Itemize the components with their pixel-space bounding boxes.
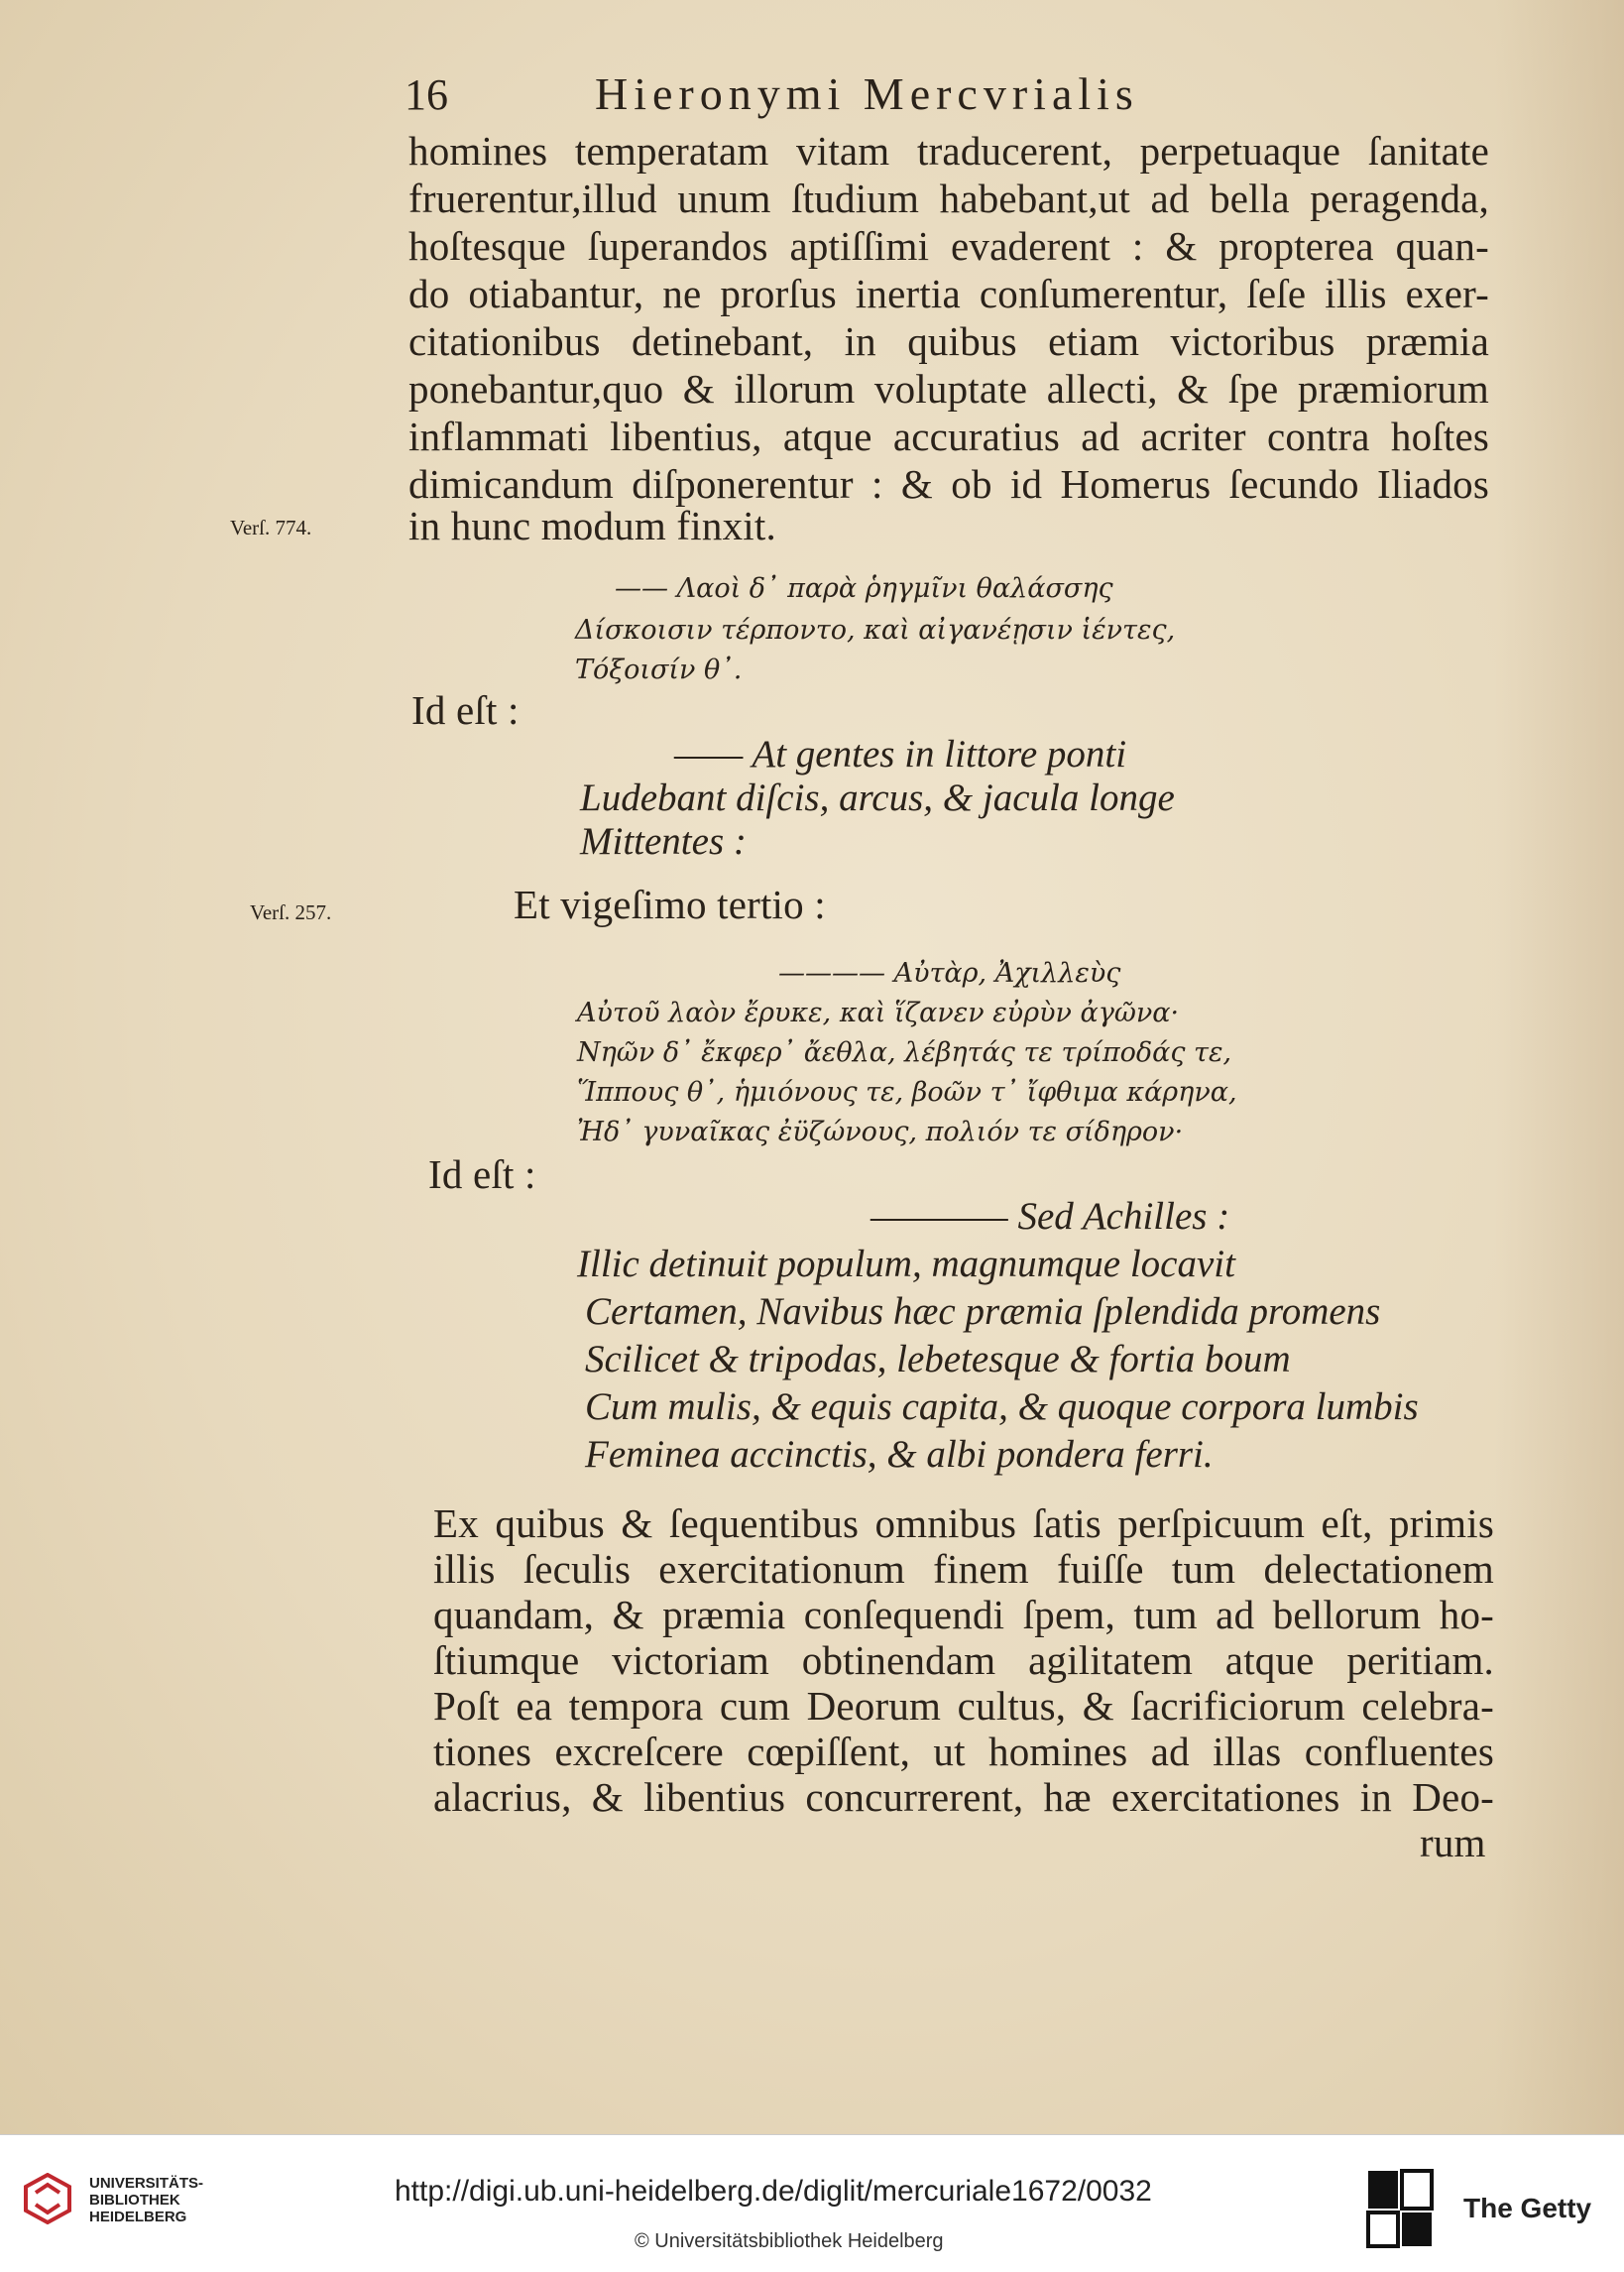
library-name-line: HEIDELBERG bbox=[89, 2209, 187, 2225]
margin-note: Verſ. 774. bbox=[230, 516, 312, 539]
page-edge-shading bbox=[1495, 0, 1624, 2134]
latin-verse: Certamen, Navibus hæc præmia ſplendida promens bbox=[585, 1290, 1381, 1333]
greek-verse: Ἵππους θ᾽, ἡμιόνους τε, βοῶν τ᾽ ἴφθιμα κάρηνα, bbox=[577, 1077, 1237, 1108]
getty-logo-icon bbox=[1366, 2169, 1436, 2248]
id-est-label: Id eſt : bbox=[428, 1151, 536, 1197]
body-line: ponebantur,quo & illorum voluptate allecti, & ſpe præmiorum bbox=[408, 366, 1489, 412]
body-line: homines temperatam vitam traducerent, perpetuaque ſanitate bbox=[408, 128, 1489, 174]
body-line: quandam, & præmia conſequendi ſpem, tum ad bellorum ho- bbox=[433, 1592, 1494, 1637]
body-line: hoſtesque ſuperandos aptiſſimi evaderent : & propterea quan- bbox=[408, 223, 1489, 269]
library-logo-icon bbox=[22, 2173, 73, 2224]
body-line: inflammati libentius, atque accuratius ad acriter contra hoſtes bbox=[408, 414, 1489, 459]
footer-bar bbox=[0, 2134, 1624, 2272]
body-line: ſtiumque victoriam obtinendam agilitatem atque peritiam. bbox=[433, 1637, 1494, 1683]
latin-verse: Illic detinuit populum, magnumque locavit bbox=[577, 1243, 1235, 1285]
margin-note: Verſ. 257. bbox=[250, 900, 332, 924]
latin-verse: Scilicet & tripodas, lebetesque & fortia boum bbox=[585, 1338, 1291, 1380]
greek-verse: Νηῶν δ᾽ ἔκφερ᾽ ἄεθλα, λέβητάς τε τρίποδάς τε, bbox=[577, 1037, 1232, 1068]
latin-verse: ———— Sed Achilles : bbox=[870, 1195, 1230, 1238]
latin-verse: —— At gentes in littore ponti bbox=[674, 733, 1127, 776]
library-name bbox=[89, 2175, 203, 2225]
library-name-line: UNIVERSITÄTS- bbox=[89, 2175, 204, 2192]
getty-label: The Getty bbox=[1463, 2193, 1592, 2223]
page-number: 16 bbox=[405, 70, 448, 119]
copyright-notice: © Universitätsbibliothek Heidelberg bbox=[635, 2230, 944, 2252]
greek-verse: —— Λαοὶ δ᾽ παρὰ ῥηγμῖνι θαλάσσης bbox=[615, 573, 1113, 604]
library-name-line: BIBLIOTHEK bbox=[89, 2192, 180, 2209]
body-line: in hunc modum finxit. bbox=[408, 503, 776, 548]
source-url-link[interactable]: http://digi.ub.uni-heidelberg.de/diglit/mercuriale1672/0032 bbox=[395, 2175, 1152, 2208]
latin-verse: Mittentes : bbox=[580, 820, 747, 863]
body-line: illis ſeculis exercitationum finem fuiſſe tum delectationem bbox=[433, 1546, 1494, 1592]
catchword: rum bbox=[1420, 1820, 1486, 1865]
greek-verse: Αὐτοῦ λαὸν ἔρυκε, καὶ ἵζανεν εὐρὺν ἀγῶνα· bbox=[577, 998, 1180, 1028]
latin-verse: Cum mulis, & equis capita, & quoque corpora lumbis bbox=[585, 1385, 1419, 1428]
body-line: Poſt ea tempora cum Deorum cultus, & ſacrificiorum celebra- bbox=[433, 1683, 1494, 1729]
body-line: do otiabantur, ne prorſus inertia conſumerentur, ſeſe illis exer- bbox=[408, 271, 1489, 316]
greek-verse: Δίσκοισιν τέρποντο, καὶ αἰγανέῃσιν ἱέντες, bbox=[575, 615, 1176, 646]
id-est-label: Id eſt : bbox=[411, 687, 520, 733]
latin-verse: Feminea accinctis, & albi pondera ferri. bbox=[585, 1433, 1214, 1476]
body-line: fruerentur,illud unum ſtudium habebant,ut ad bella peragenda, bbox=[408, 176, 1489, 221]
greek-verse: Τόξοισίν θ᾽. bbox=[575, 655, 743, 685]
body-line: dimicandum diſponerentur : & ob id Homerus ſecundo Iliados bbox=[408, 461, 1489, 507]
body-line: Ex quibus & ſequentibus omnibus ſatis perſpicuum eſt, primis bbox=[433, 1500, 1494, 1546]
body-line: tiones excreſcere cœpiſſent, ut homines ad illas confluentes bbox=[433, 1729, 1494, 1774]
running-title: Hieronymi Mercvrialis bbox=[595, 68, 1139, 119]
latin-verse: Ludebant diſcis, arcus, & jacula longe bbox=[580, 777, 1175, 819]
body-line: citationibus detinebant, in quibus etiam victoribus præmia bbox=[408, 318, 1489, 364]
body-line: alacrius, & libentius concurrerent, hæ exercitationes in Deo- bbox=[433, 1774, 1494, 1820]
section-intro: Et vigeſimo tertio : bbox=[514, 882, 826, 927]
greek-verse: Ἠδ᾽ γυναῖκας ἐϋζώνους, πολιόν τε σίδηρον· bbox=[577, 1117, 1184, 1147]
greek-verse: ———— Αὐτὰρ, Ἀχιλλεὺς bbox=[778, 958, 1121, 989]
